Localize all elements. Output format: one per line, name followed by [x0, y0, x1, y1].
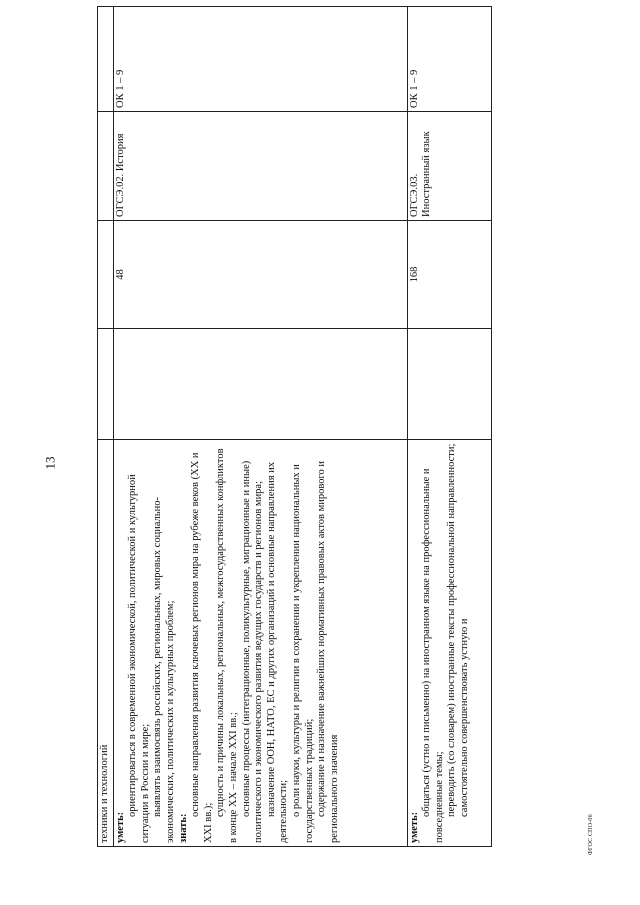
footer-code: ФГОС СПО-06	[588, 814, 594, 855]
competency-table	[97, 6, 492, 847]
page-number: 13	[42, 456, 58, 470]
umet-item: ориентироваться в современной экономической, политической и культурной ситуации в России и мире;	[127, 474, 151, 843]
table-row-carry-over	[98, 7, 114, 847]
znat-item: основные направления развития ключевых регионов мира на рубеже веков (XX и XXI вв.);	[190, 452, 214, 843]
requirements-cell	[113, 440, 407, 847]
empty-cell	[407, 329, 491, 440]
znat-item: о роли науки, культуры и религии в сохранении и укреплении национальных и государственных традиций;	[290, 464, 315, 843]
rotated-table-page	[97, 42, 492, 847]
discipline-cell: ОГСЭ.03. Иностранный язык	[407, 112, 491, 221]
table-row-history	[113, 7, 407, 847]
znat-item: основные процессы (интеграционные, поликультурные, миграционные и иные) политического и экономического развития ведущих государств и регионов мира;	[240, 460, 265, 843]
hours-cell: 48	[113, 221, 407, 329]
discipline-cell: ОГСЭ.02. История	[113, 112, 407, 221]
umet-item: общаться (устно и письменно) на иностранном языке на профессиональные и повседневные темы;	[421, 468, 445, 843]
competencies-cell: ОК 1 – 9	[113, 7, 407, 112]
umet-item: переводить (со словарем) иностранные тексты профессиональной направленности;	[446, 443, 458, 817]
umet-item: выявлять взаимосвязь российских, региональных, мировых социально-экономических, политических и культурных проблем;	[152, 497, 176, 843]
requirements-cell	[407, 440, 491, 847]
hours-cell: 168	[407, 221, 491, 329]
table-row-foreign-language	[407, 7, 491, 847]
competencies-cell: ОК 1 – 9	[407, 7, 491, 112]
znat-item: содержание и назначение важнейших нормативных правовых актов мирового и регионального значения	[316, 460, 340, 843]
umet-label: уметь:	[408, 811, 420, 843]
carry-over-text: техники и технологий	[98, 440, 114, 847]
znat-item: назначение ООН, НАТО, ЕС и других организаций и основные направления их деятельности;	[265, 461, 290, 843]
empty-cell	[113, 329, 407, 440]
umet-label: уметь:	[114, 811, 126, 843]
znat-item: сущность и причины локальных, региональных, межгосударственных конфликтов в конце XX – начале XXI вв.;	[215, 448, 239, 843]
znat-label: знать:	[177, 813, 189, 843]
umet-item: самостоятельно совершенствовать устную и	[458, 618, 470, 817]
